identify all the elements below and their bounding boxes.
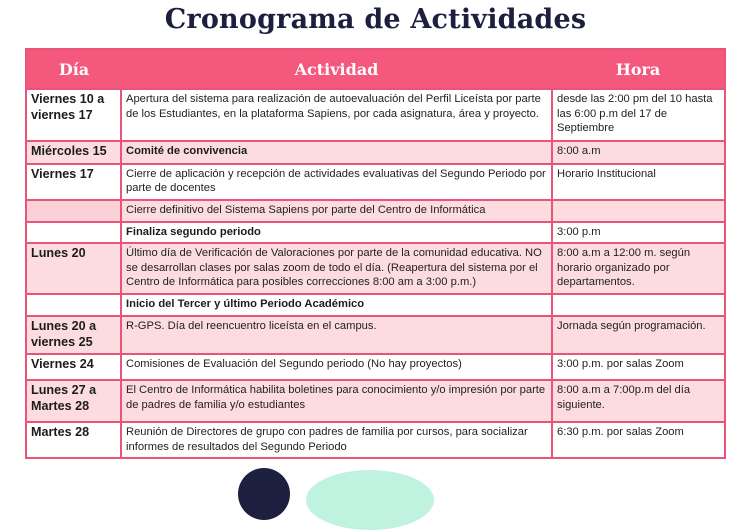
table-row bbox=[26, 380, 725, 422]
row-time: Jornada según programación. bbox=[552, 316, 725, 354]
row-activity: Inicio del Tercer y último Periodo Académico bbox=[121, 294, 552, 316]
table-row bbox=[26, 141, 725, 164]
table-row bbox=[26, 200, 725, 222]
row-activity: Cierre definitivo del Sistema Sapiens por parte del Centro de Informática bbox=[121, 200, 552, 222]
page-title: Cronograma de Actividades bbox=[164, 4, 587, 35]
row-activity: Reunión de Directores de grupo con padres de familia por cursos, para socializar informes de resultados del Segundo Periodo bbox=[121, 422, 552, 458]
row-time: 6:30 p.m. por salas Zoom bbox=[552, 422, 725, 458]
row-activity: Finaliza segundo periodo bbox=[121, 222, 552, 244]
row-activity: Apertura del sistema para realización de autoevaluación del Perfil Liceísta por parte de los Estudiantes, en la plataforma Sapiens, por cada asignatura, área y proyecto. bbox=[121, 89, 552, 141]
row-day: Viernes 17 bbox=[26, 164, 121, 200]
row-day: Lunes 20 bbox=[26, 243, 121, 294]
header-activity: Actividad bbox=[121, 49, 552, 89]
header-time: Hora bbox=[552, 49, 725, 89]
table-row bbox=[26, 89, 725, 141]
table-row bbox=[26, 222, 725, 244]
table-row bbox=[26, 164, 725, 200]
row-time: 8:00 a.m a 7:00p.m del día siguiente. bbox=[552, 380, 725, 422]
row-day bbox=[26, 200, 121, 222]
row-time bbox=[552, 294, 725, 316]
row-day: Lunes 27 a Martes 28 bbox=[26, 380, 121, 422]
row-activity: Comité de convivencia bbox=[121, 141, 552, 164]
row-activity: R-GPS. Día del reencuentro liceísta en el campus. bbox=[121, 316, 552, 354]
table-header-row bbox=[26, 49, 725, 89]
row-day: Martes 28 bbox=[26, 422, 121, 458]
schedule-table bbox=[25, 48, 726, 459]
table-row bbox=[26, 316, 725, 354]
row-time: Horario Institucional bbox=[552, 164, 725, 200]
row-day: Miércoles 15 bbox=[26, 141, 121, 164]
row-time: 8:00 a.m a 12:00 m. según horario organizado por departamentos. bbox=[552, 243, 725, 294]
row-time: 3:00 p.m. por salas Zoom bbox=[552, 354, 725, 380]
table-row bbox=[26, 354, 725, 380]
decorative-circle-dark bbox=[238, 468, 290, 520]
row-activity: El Centro de Informática habilita boletines para conocimiento y/o impresión por parte de padres de familia y/o estudiantes bbox=[121, 380, 552, 422]
row-day: Viernes 24 bbox=[26, 354, 121, 380]
row-day: Viernes 10 a viernes 17 bbox=[26, 89, 121, 141]
table-row bbox=[26, 294, 725, 316]
header-day: Día bbox=[26, 49, 121, 89]
row-day bbox=[26, 294, 121, 316]
table-row bbox=[26, 422, 725, 458]
row-day bbox=[26, 222, 121, 244]
row-activity: Cierre de aplicación y recepción de actividades evaluativas del Segundo Periodo por parte de docentes bbox=[121, 164, 552, 200]
row-day: Lunes 20 a viernes 25 bbox=[26, 316, 121, 354]
row-time bbox=[552, 200, 725, 222]
row-time: 8:00 a.m bbox=[552, 141, 725, 164]
row-activity: Último día de Verificación de Valoraciones por parte de la comunidad educativa. NO se desarrollan clases por salas zoom de todo el día. (Reapertura del sistema por el Centro de Informática para posibles correcciones 8:00 am a 3:00 p.m.) bbox=[121, 243, 552, 294]
row-activity: Comisiones de Evaluación del Segundo periodo (No hay proyectos) bbox=[121, 354, 552, 380]
row-time: 3:00 p.m bbox=[552, 222, 725, 244]
table-row bbox=[26, 243, 725, 294]
decorative-blob-mint bbox=[306, 470, 434, 530]
row-time: desde las 2:00 pm del 10 hasta las 6:00 p.m del 17 de Septiembre bbox=[552, 89, 725, 141]
